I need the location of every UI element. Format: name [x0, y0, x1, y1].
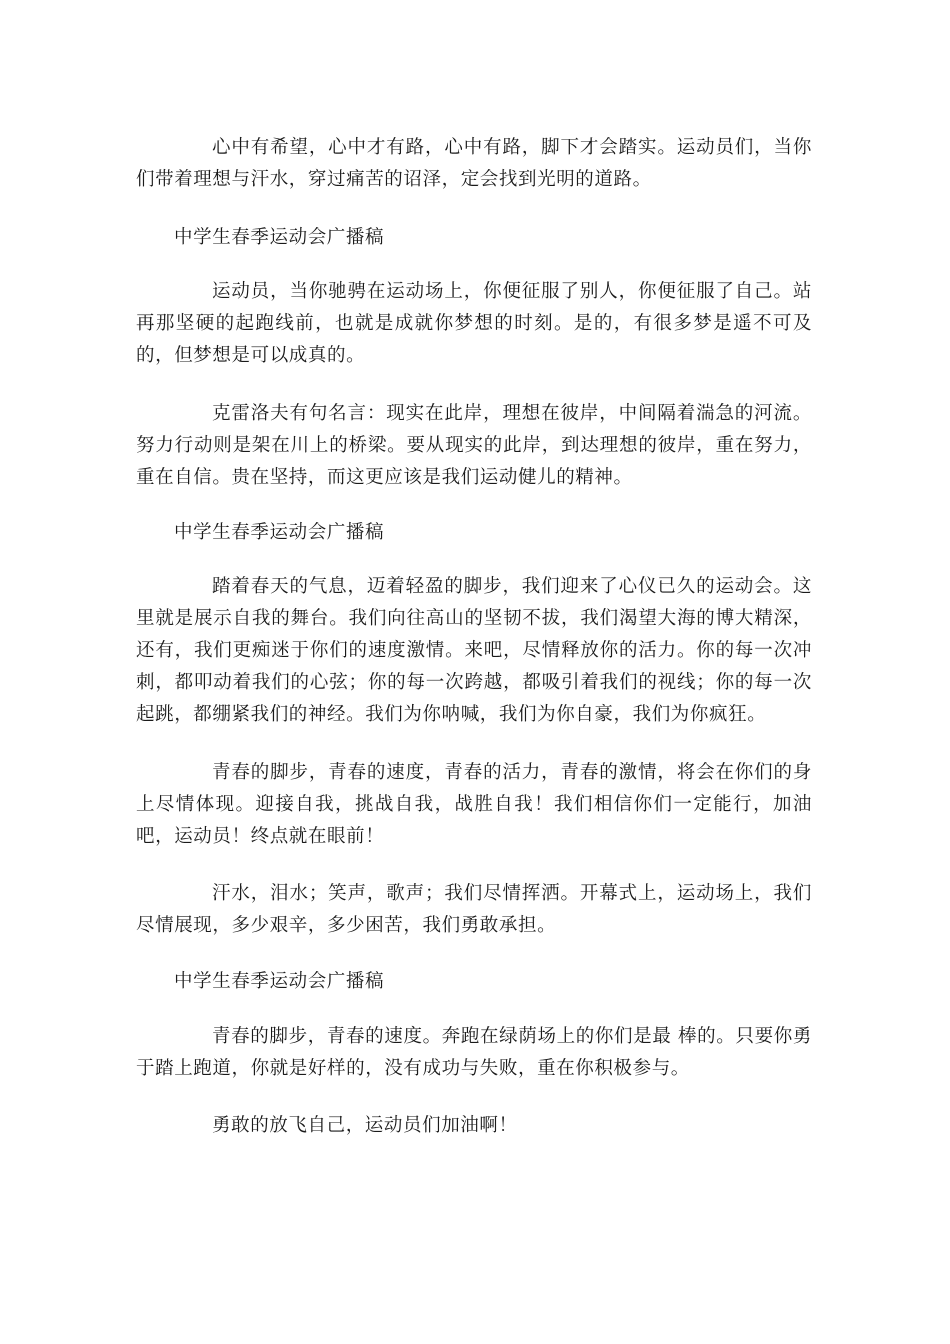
section-heading-2: 中学生春季运动会广播稿 [174, 522, 385, 543]
paragraph-hope: 心中有希望，心中才有路，心中有路，脚下才会踏实。运动员们，当你们带着理想与汗水，穿过痛苦的诏泽，定会找到光明的道路。 [136, 137, 812, 190]
paragraph-athlete: 运动员，当你驰骋在运动场上，你便征服了别人，你便征服了自己。站再那坚硬的起跑线前，也就是成就你梦想的时刻。是的，有很多梦是遥不可及的，但梦想是可以成真的。 [136, 281, 812, 366]
paragraph-youth: 青春的脚步，青春的速度，青春的活力，青春的激情，将会在你们的身上尽情体现。迎接自我，挑战自我，战胜自我！我们相信你们一定能行，加油吧，运动员！终点就在眼前！ [136, 762, 812, 847]
section-heading-3: 中学生春季运动会广播稿 [174, 971, 385, 992]
paragraph-pace: 青春的脚步，青春的速度。奔跑在绿荫场上的你们是最 棒的。只要你勇于踏上跑道，你就是好样的，没有成功与失败，重在你积极参与。 [136, 1026, 812, 1079]
section-heading-1: 中学生春季运动会广播稿 [174, 227, 385, 248]
paragraph-sweat: 汗水，泪水；笑声，歌声；我们尽情挥洒。开幕式上，运动场上，我们尽情展现，多少艰辛，多少困苦，我们勇敢承担。 [136, 883, 812, 936]
paragraph-cheer: 勇敢的放飞自己，运动员们加油啊！ [212, 1115, 518, 1136]
paragraph-spring: 踏着春天的气息，迈着轻盈的脚步，我们迎来了心仪已久的运动会。这里就是展示自我的舞台。我们向往高山的坚韧不拔，我们渴望大海的博大精深，还有，我们更痴迷于你们的速度激情。来吧，尽情释放你的活力。你的每一次冲刺，都叩动着我们的心弦；你的每一次跨越，都吸引着我们的视线；你的每一次起跳，都绷紧我们的神经。我们为你呐喊，我们为你自豪，我们为你疯狂。 [136, 576, 812, 725]
paragraph-krylov: 克雷洛夫有句名言：现实在此岸，理想在彼岸，中间隔着湍急的河流。努力行动则是架在川上的桥梁。要从现实的此岸，到达理想的彼岸，重在努力，重在自信。贵在坚持，而这更应该是我们运动健儿的精神。 [136, 403, 812, 488]
